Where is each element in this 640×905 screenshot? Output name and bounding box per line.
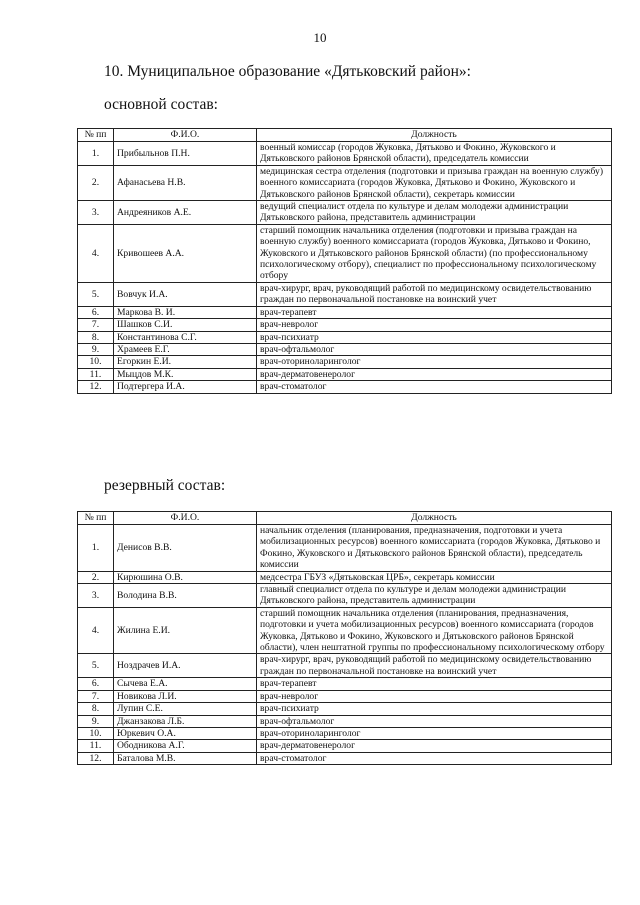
row-name: Андреяников А.Е. <box>114 201 257 225</box>
row-position: врач-офтальмолог <box>257 715 612 727</box>
row-position: врач-оториноларинголог <box>257 356 612 368</box>
table-row <box>78 331 612 343</box>
row-position: военный комиссар (городов Жуковка, Дятьково и Фокино, Жуковского и Дятьковского районов Брянской области), председатель комиссии <box>257 142 612 166</box>
row-number: 2. <box>78 165 114 200</box>
row-name: Лупин С.Е. <box>114 703 257 715</box>
header-name: Ф.И.О. <box>114 512 257 525</box>
row-position: врач-невролог <box>257 319 612 331</box>
row-name: Мыцдов М.К. <box>114 368 257 380</box>
row-name: Джанзакова Л.Б. <box>114 715 257 727</box>
header-position: Должность <box>257 129 612 142</box>
row-name: Афанасьева Н.В. <box>114 165 257 200</box>
row-name: Вовчук И.А. <box>114 282 257 306</box>
row-name: Володина В.В. <box>114 584 257 608</box>
table-row <box>78 654 612 678</box>
row-number: 4. <box>78 607 114 654</box>
row-position: врач-дерматовенеролог <box>257 740 612 752</box>
row-name: Жилина Е.И. <box>114 607 257 654</box>
row-name: Юркевич О.А. <box>114 727 257 739</box>
row-position: медсестра ГБУЗ «Дятьковская ЦРБ», секретарь комиссии <box>257 571 612 583</box>
table-row <box>78 343 612 355</box>
table-row <box>78 727 612 739</box>
header-position: Должность <box>257 512 612 525</box>
table-row <box>78 690 612 702</box>
row-position: врач-терапевт <box>257 306 612 318</box>
table-row <box>78 165 612 200</box>
table-row <box>78 525 612 572</box>
table-header-row <box>78 512 612 525</box>
row-name: Сычева Е.А. <box>114 678 257 690</box>
row-number: 8. <box>78 703 114 715</box>
row-position: врач-стоматолог <box>257 381 612 393</box>
row-number: 11. <box>78 740 114 752</box>
row-number: 4. <box>78 224 114 282</box>
table-row <box>78 571 612 583</box>
row-name: Ободникова А.Г. <box>114 740 257 752</box>
table-row <box>78 703 612 715</box>
row-number: 6. <box>78 678 114 690</box>
row-position: медицинская сестра отделения (подготовки и призыва граждан на военную службу) военного комиссариата (городов Жуковка, Дятьково и Фокино, Жуковского и Дятьковского районов Брянской области), секретарь комиссии <box>257 165 612 200</box>
row-position: врач-психиатр <box>257 331 612 343</box>
header-number: № пп <box>78 129 114 142</box>
row-position: начальник отделения (планирования, предназначения, подготовки и учета мобилизационных ресурсов) военного комиссариата (городов Жуковка, Дятьково и Фокино, Жуковского и Дятьковского районов Брянской области), председатель комиссии <box>257 525 612 572</box>
row-name: Храмеев Е.Г. <box>114 343 257 355</box>
row-name: Кривошеев А.А. <box>114 224 257 282</box>
table-row <box>78 282 612 306</box>
table-row <box>78 306 612 318</box>
table-row <box>78 381 612 393</box>
row-number: 2. <box>78 571 114 583</box>
row-position: врач-терапевт <box>257 678 612 690</box>
row-position: старший помощник начальника отделения (планирования, предназначения, подготовки и учета мобилизационных ресурсов) военного комиссариата (городов Жуковка, Дятьково и Фокино, Жуковского и Дятьковского районов Брянской области), член нештатной группы по профессиональному психологическому отбору <box>257 607 612 654</box>
row-name: Баталова М.В. <box>114 752 257 764</box>
row-number: 9. <box>78 343 114 355</box>
row-number: 8. <box>78 331 114 343</box>
table-row <box>78 584 612 608</box>
row-number: 11. <box>78 368 114 380</box>
row-name: Егоркин Е.И. <box>114 356 257 368</box>
header-number: № пп <box>78 512 114 525</box>
row-name: Подтергера И.А. <box>114 381 257 393</box>
row-number: 12. <box>78 381 114 393</box>
table-row <box>78 142 612 166</box>
row-position: врач-оториноларинголог <box>257 727 612 739</box>
row-name: Прибыльнов П.Н. <box>114 142 257 166</box>
row-name: Денисов В.В. <box>114 525 257 572</box>
row-number: 7. <box>78 690 114 702</box>
table-row <box>78 224 612 282</box>
row-name: Маркова В. И. <box>114 306 257 318</box>
row-position: врач-стоматолог <box>257 752 612 764</box>
row-name: Новикова Л.И. <box>114 690 257 702</box>
row-position: врач-хирург, врач, руководящий работой по медицинскому освидетельствованию граждан по первоначальной постановке на воинский учет <box>257 654 612 678</box>
row-position: врач-офтальмолог <box>257 343 612 355</box>
main-composition-title: основной состав: <box>104 96 218 113</box>
row-number: 5. <box>78 654 114 678</box>
table-row <box>78 356 612 368</box>
main-composition-table <box>77 128 612 394</box>
table-row <box>78 368 612 380</box>
row-position: врач-психиатр <box>257 703 612 715</box>
table-row <box>78 740 612 752</box>
reserve-composition-title: резервный состав: <box>104 477 226 494</box>
row-position: ведущий специалист отдела по культуре и делам молодежи администрации Дятьковского района, представитель администрации <box>257 201 612 225</box>
section-title: 10. Муниципальное образование «Дятьковский район»: <box>104 63 471 80</box>
row-number: 1. <box>78 142 114 166</box>
row-number: 10. <box>78 727 114 739</box>
row-number: 10. <box>78 356 114 368</box>
row-number: 9. <box>78 715 114 727</box>
row-number: 3. <box>78 201 114 225</box>
row-name: Кирюшина О.В. <box>114 571 257 583</box>
row-position: старший помощник начальника отделения (подготовки и призыва граждан на военную службу) военного комиссариата (городов Жуковка, Дятьково и Фокино, Жуковского и Дятьковского районов Брянской области) (по профессиональному психологическому отбору), специалист по профессиональному психологическому отбору <box>257 224 612 282</box>
row-name: Ноздрачев И.А. <box>114 654 257 678</box>
row-number: 1. <box>78 525 114 572</box>
table-row <box>78 752 612 764</box>
row-number: 12. <box>78 752 114 764</box>
row-number: 6. <box>78 306 114 318</box>
row-number: 7. <box>78 319 114 331</box>
table-row <box>78 201 612 225</box>
reserve-composition-table <box>77 511 612 765</box>
row-position: врач-дерматовенеролог <box>257 368 612 380</box>
table-row <box>78 319 612 331</box>
row-number: 5. <box>78 282 114 306</box>
row-name: Шашков С.И. <box>114 319 257 331</box>
row-number: 3. <box>78 584 114 608</box>
row-name: Константинова С.Г. <box>114 331 257 343</box>
row-position: главный специалист отдела по культуре и делам молодежи администрации Дятьковского района, представитель администрации <box>257 584 612 608</box>
row-position: врач-хирург, врач, руководящий работой по медицинскому освидетельствованию граждан по первоначальной постановке на воинский учет <box>257 282 612 306</box>
table-header-row <box>78 129 612 142</box>
table-row <box>78 715 612 727</box>
row-position: врач-невролог <box>257 690 612 702</box>
table-row <box>78 607 612 654</box>
page-number: 10 <box>313 30 327 45</box>
header-name: Ф.И.О. <box>114 129 257 142</box>
table-row <box>78 678 612 690</box>
